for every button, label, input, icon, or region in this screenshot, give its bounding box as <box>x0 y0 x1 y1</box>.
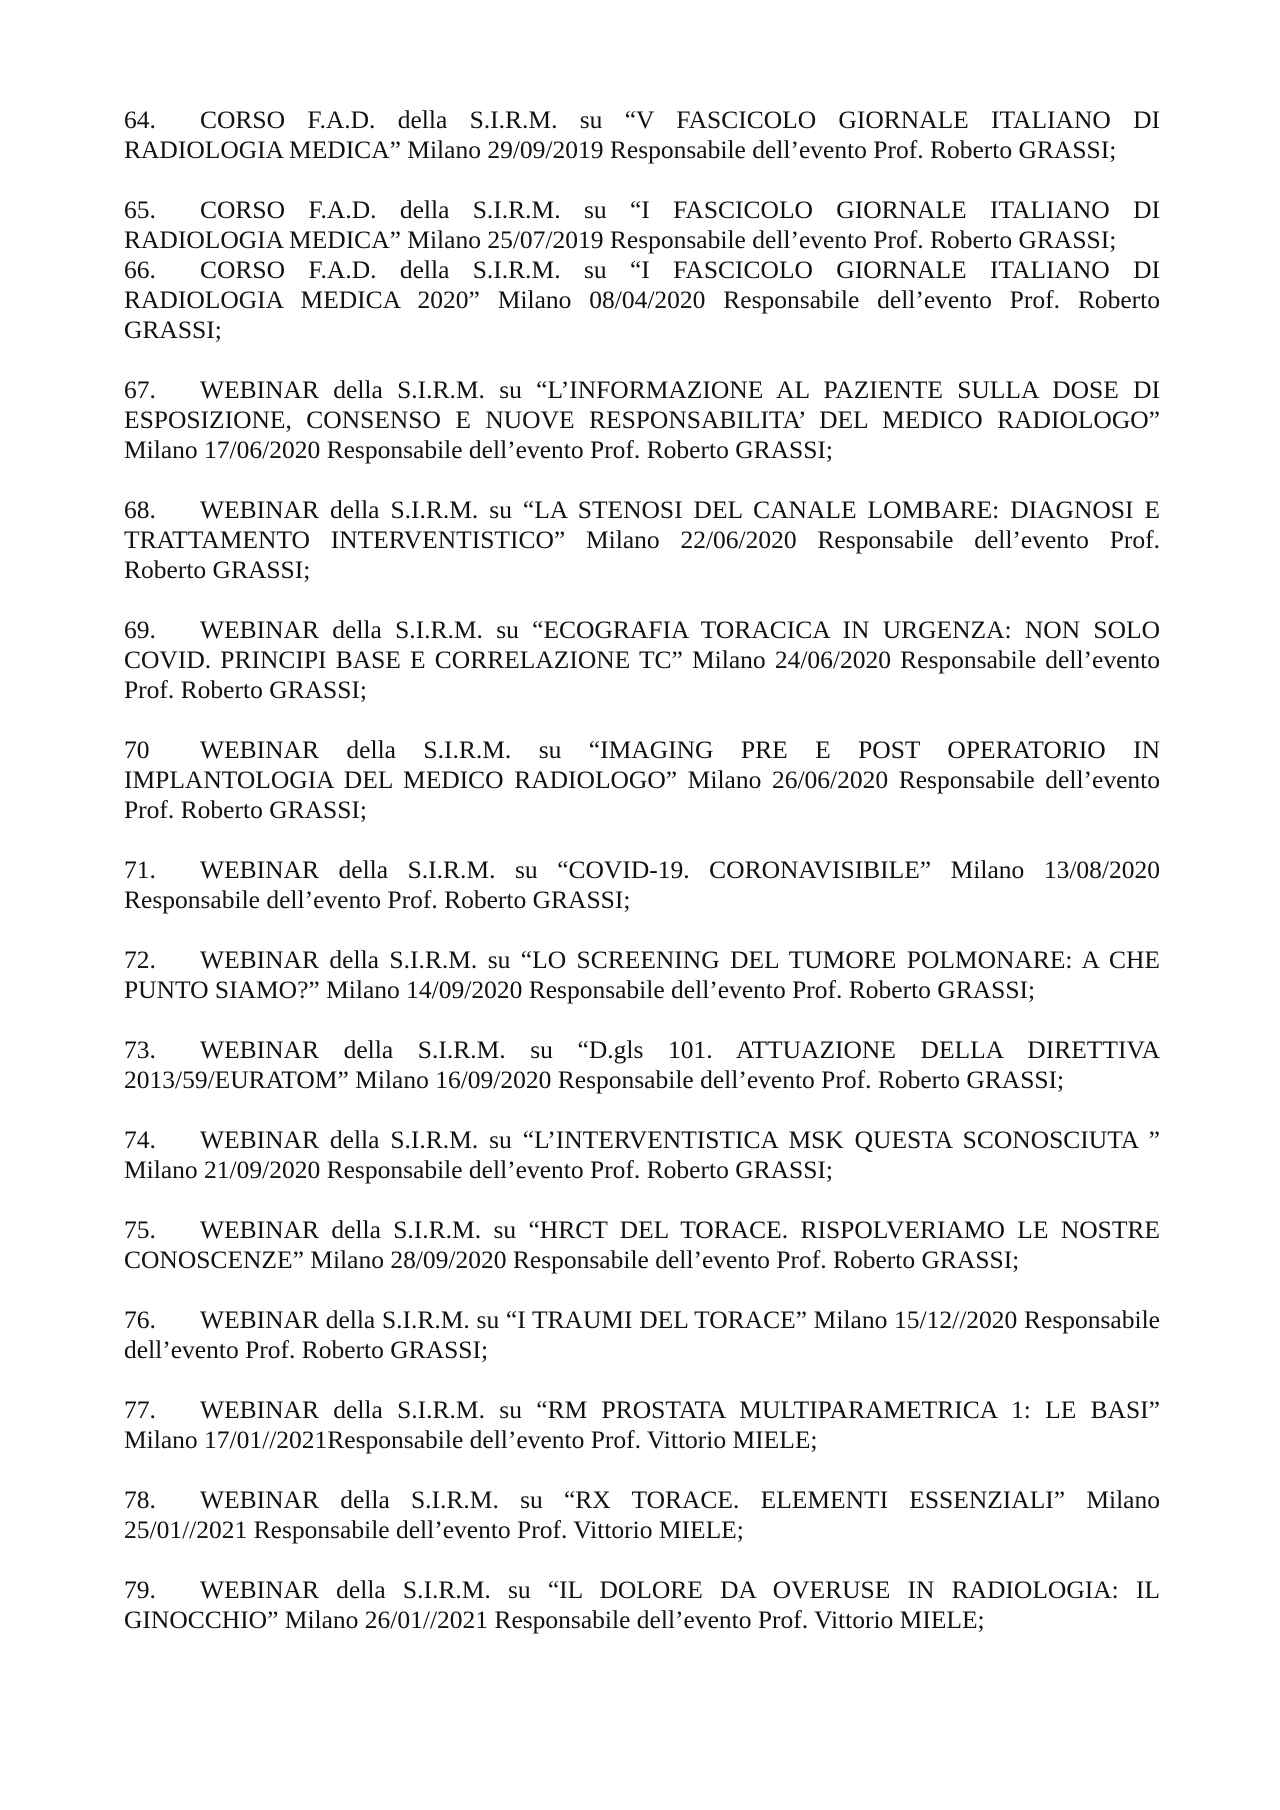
item-text: WEBINAR della S.I.R.M. su “I TRAUMI DEL TORACE” Milano 15/12//2020 Responsabile dell’evento Prof. Roberto GRASSI; <box>124 1305 1160 1364</box>
item-text: WEBINAR della S.I.R.M. su “IL DOLORE DA OVERUSE IN RADIOLOGIA: IL GINOCCHIO” Milano 26/01//2021 Responsabile dell’evento Prof. Vittorio MIELE; <box>124 1575 1160 1634</box>
item-text: CORSO F.A.D. della S.I.R.M. su “V FASCICOLO GIORNALE ITALIANO DI RADIOLOGIA MEDICA” Milano 29/09/2019 Responsabile dell’evento Prof. Roberto GRASSI; <box>124 105 1160 164</box>
item-text: CORSO F.A.D. della S.I.R.M. su “I FASCICOLO GIORNALE ITALIANO DI RADIOLOGIA MEDICA” Milano 25/07/2019 Responsabile dell’evento Prof. Roberto GRASSI; <box>124 195 1160 254</box>
item-number: 64. <box>124 105 156 134</box>
item-number: 67. <box>124 375 156 404</box>
list-item <box>124 1305 1160 1365</box>
list-item <box>124 105 1160 165</box>
item-number: 74. <box>124 1125 156 1154</box>
item-number: 66. <box>124 255 156 284</box>
list-item <box>124 495 1160 585</box>
item-number: 78. <box>124 1485 156 1514</box>
item-text: WEBINAR della S.I.R.M. su “L’INTERVENTISTICA MSK QUESTA SCONOSCIUTA ” Milano 21/09/2020 Responsabile dell’evento Prof. Roberto GRASSI; <box>124 1125 1160 1184</box>
item-text: WEBINAR della S.I.R.M. su “COVID-19. CORONAVISIBILE” Milano 13/08/2020 Responsabile dell’evento Prof. Roberto GRASSI; <box>124 855 1160 914</box>
list-item <box>124 1485 1160 1545</box>
item-number: 68. <box>124 495 156 524</box>
document-page <box>124 105 1160 1665</box>
item-text: WEBINAR della S.I.R.M. su “LO SCREENING DEL TUMORE POLMONARE: A CHE PUNTO SIAMO?” Milano 14/09/2020 Responsabile dell’evento Prof. Roberto GRASSI; <box>124 945 1160 1004</box>
item-text: CORSO F.A.D. della S.I.R.M. su “I FASCICOLO GIORNALE ITALIANO DI RADIOLOGIA MEDICA 2020” Milano 08/04/2020 Responsabile dell’evento Prof. Roberto GRASSI; <box>124 255 1160 344</box>
list-item <box>124 375 1160 465</box>
list-item <box>124 195 1160 255</box>
list-item <box>124 1035 1160 1095</box>
list-item <box>124 735 1160 825</box>
item-number: 76. <box>124 1305 156 1334</box>
item-text: WEBINAR della S.I.R.M. su “IMAGING PRE E POST OPERATORIO IN IMPLANTOLOGIA DEL MEDICO RADIOLOGO” Milano 26/06/2020 Responsabile dell’evento Prof. Roberto GRASSI; <box>124 735 1160 824</box>
item-number: 77. <box>124 1395 156 1424</box>
item-number: 72. <box>124 945 156 974</box>
list-item <box>124 1575 1160 1635</box>
item-number: 71. <box>124 855 156 884</box>
item-number: 73. <box>124 1035 156 1064</box>
list-item <box>124 945 1160 1005</box>
list-item <box>124 855 1160 915</box>
item-text: WEBINAR della S.I.R.M. su “LA STENOSI DEL CANALE LOMBARE: DIAGNOSI E TRATTAMENTO INTERVENTISTICO” Milano 22/06/2020 Responsabile dell’evento Prof. Roberto GRASSI; <box>124 495 1160 584</box>
item-number: 70 <box>124 735 150 764</box>
list-item <box>124 1215 1160 1275</box>
list-item <box>124 1395 1160 1455</box>
item-text: WEBINAR della S.I.R.M. su “D.gls 101. ATTUAZIONE DELLA DIRETTIVA 2013/59/EURATOM” Milano 16/09/2020 Responsabile dell’evento Prof. Roberto GRASSI; <box>124 1035 1160 1094</box>
list-item <box>124 615 1160 705</box>
item-text: WEBINAR della S.I.R.M. su “RM PROSTATA MULTIPARAMETRICA 1: LE BASI” Milano 17/01//2021Responsabile dell’evento Prof. Vittorio MIELE; <box>124 1395 1160 1454</box>
item-text: WEBINAR della S.I.R.M. su “RX TORACE. ELEMENTI ESSENZIALI” Milano 25/01//2021 Responsabile dell’evento Prof. Vittorio MIELE; <box>124 1485 1160 1544</box>
item-number: 65. <box>124 195 156 224</box>
item-number: 69. <box>124 615 156 644</box>
item-number: 79. <box>124 1575 156 1604</box>
item-number: 75. <box>124 1215 156 1244</box>
item-text: WEBINAR della S.I.R.M. su “L’INFORMAZIONE AL PAZIENTE SULLA DOSE DI ESPOSIZIONE, CONSENSO E NUOVE RESPONSABILITA’ DEL MEDICO RADIOLOGO” Milano 17/06/2020 Responsabile dell’evento Prof. Roberto GRASSI; <box>124 375 1160 464</box>
item-text: WEBINAR della S.I.R.M. su “HRCT DEL TORACE. RISPOLVERIAMO LE NOSTRE CONOSCENZE” Milano 28/09/2020 Responsabile dell’evento Prof. Roberto GRASSI; <box>124 1215 1160 1274</box>
list-item <box>124 255 1160 345</box>
list-item <box>124 1125 1160 1185</box>
item-text: WEBINAR della S.I.R.M. su “ECOGRAFIA TORACICA IN URGENZA: NON SOLO COVID. PRINCIPI BASE E CORRELAZIONE TC” Milano 24/06/2020 Responsabile dell’evento Prof. Roberto GRASSI; <box>124 615 1160 704</box>
